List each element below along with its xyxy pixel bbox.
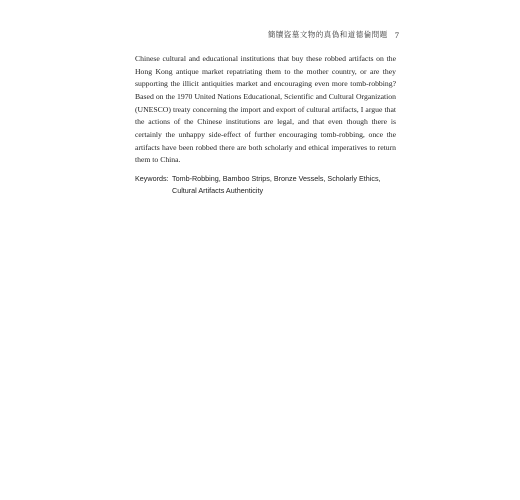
keywords-label: Keywords: <box>135 174 169 183</box>
page-number: 7 <box>394 30 399 40</box>
keywords-list: Tomb-Robbing, Bamboo Strips, Bronze Vessels, Scholarly Ethics, Cultural Artifacts Authenticity <box>172 174 381 195</box>
abstract-paragraph: Chinese cultural and educational institutions that buy these robbed artifacts on the Hong Kong antique market repatriating them to the mother country, or are they supporting the illicit antiquities market and encouraging even more tomb-robbing? Based on the 1970 United Nations Educational, Scientific and Cultural Organization (UNESCO) treaty concerning the import and export of cultural artifacts, I argue that the actions of the Chinese institutions are legal, and that even though there is certainly the unhappy side-effect of further encouraging tomb-robbing, once the artifacts have been robbed there are both scholarly and ethical imperatives to return them to China. <box>135 54 396 165</box>
running-head <box>267 29 399 41</box>
running-head-title: 簡牘盜墓文物的真偽和道德倫問題 <box>267 30 388 39</box>
keywords-block <box>135 173 400 197</box>
